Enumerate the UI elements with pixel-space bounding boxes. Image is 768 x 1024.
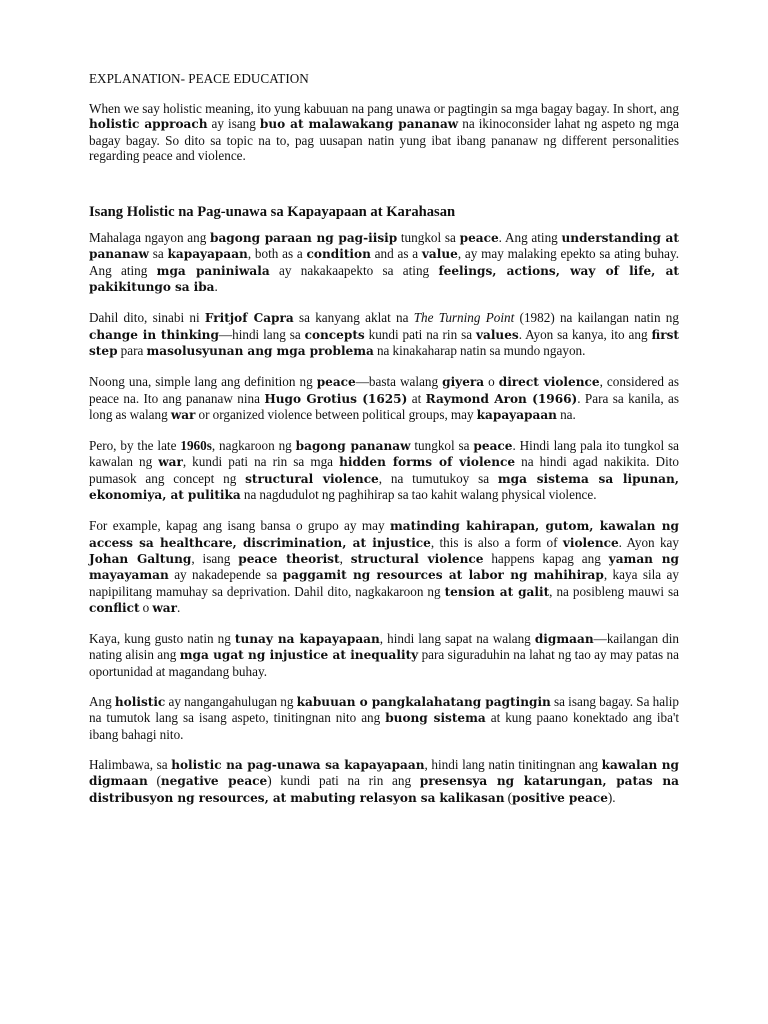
text-run: ay nangangahulugan ng (165, 694, 297, 710)
bold-text-run: kabuuan o pangkalahatang pagtingin (296, 695, 551, 710)
bold-text-run: war (152, 600, 177, 615)
text-run: —hindi lang sa (218, 326, 305, 342)
bold-text-run: tunay na kapayapaan (234, 632, 380, 647)
text-run: , this is also a form of (430, 534, 563, 550)
bold-text-run: structural violence (350, 551, 484, 566)
text-run: kundi pati na rin sa (364, 326, 476, 342)
bold-text-run: peace theorist (238, 551, 340, 566)
text-run: Kaya, kung gusto natin ng (89, 631, 235, 647)
text-run: o (484, 374, 499, 390)
text-run: Ang (89, 694, 115, 710)
bold-text-run: holistic na pag-unawa sa kapayapaan (171, 757, 425, 772)
text-run: , (339, 550, 351, 566)
text-run: happens kapag ang (483, 550, 609, 566)
bold-text-run: positive peace (512, 790, 608, 805)
text-run: . (176, 599, 181, 615)
text-run: , isang (191, 550, 239, 566)
text-run: tungkol sa (397, 230, 460, 246)
text-run: sa kanyang aklat na (293, 310, 414, 326)
bold-text-run: violence (562, 535, 619, 550)
text-run: sa isang bagay. Sa halip na tumutok lang sa isang aspeto, tinitingnan nito ang (89, 694, 679, 726)
paragraph-4 (89, 438, 679, 503)
text-run: Pero, by the late (89, 438, 181, 454)
text-run: Halimbawa, sa (89, 756, 172, 772)
bold-text-run: direct violence (498, 375, 600, 390)
text-run: tungkol sa (410, 438, 474, 454)
bold-text-run: concepts (304, 327, 365, 342)
bold-text-run: conflict (89, 600, 140, 615)
document-body (89, 71, 679, 821)
bold-text-run: peace (316, 375, 356, 390)
bold-text-run: kawalan ng digmaan (89, 757, 680, 789)
text-run: ay nakakaapekto sa ating (269, 262, 439, 278)
text-run: ay isang (207, 116, 260, 132)
text-run: at kung paano konektado ang iba't ibang bahagi nito. (89, 710, 679, 742)
text-run: para siguraduhin na lahat ng tao ay may patas na oportunidad at magandang buhay. (89, 647, 679, 679)
bold-text-run: Raymond Aron (1966) (425, 391, 578, 406)
text-run: at (407, 390, 426, 406)
bold-text-run: peace (473, 439, 513, 454)
text-run: , kaya sila ay napipilitang mamuhay sa deprivation. Dahil dito, nagkakaroon ng (89, 567, 679, 599)
paragraph-2 (89, 310, 679, 359)
bold-text-run: value (421, 247, 458, 262)
text-run: , na posibleng mauwi sa (549, 583, 679, 599)
text-run: —basta walang (355, 374, 443, 390)
text-run: o (139, 599, 153, 615)
bold-text-run: buong sistema (385, 711, 486, 726)
paragraph-1 (89, 230, 679, 295)
bold-text-run: presensya ng katarungan, patas na distribusyon ng resources, at mabuting relasyon sa kalikasan (89, 774, 679, 805)
text-run: para (117, 342, 147, 358)
text-run: Dahil dito, sinabi ni (89, 310, 205, 326)
bold-text-run: mga ugat ng injustice at inequality (179, 648, 419, 663)
text-run: , considered as peace na. Ito ang pananaw nina (89, 374, 679, 406)
bold-text-run: first step (89, 327, 679, 358)
paragraph-3 (89, 374, 679, 423)
section-title: Isang Holistic na Pag-unawa sa Kapayapaan at Karahasan (89, 204, 456, 221)
bold-text-run: understanding at pananaw (89, 231, 679, 262)
paragraph-6 (89, 631, 679, 679)
text-run: . Ayon kay (618, 534, 679, 550)
bold-text-run: kapayapaan (476, 407, 557, 422)
bold-text-run: giyera (442, 375, 485, 390)
bold-text-run: yaman ng mayayaman (89, 551, 679, 583)
italic-text-run: The Turning Point (413, 310, 515, 326)
text-run: , hindi lang natin tinitingnan ang (424, 756, 602, 772)
text-run: ). (607, 789, 616, 805)
text-run: and as a (370, 246, 422, 262)
paragraph-7 (89, 694, 679, 742)
bold-text-run: tension at galit (444, 584, 550, 599)
bold-text-run: holistic approach (89, 117, 208, 132)
text-run: na. (556, 406, 576, 422)
bold-text-run: peace (459, 231, 499, 246)
text-run: —kailangan din nating alisin ang (89, 631, 679, 663)
bold-text-run: 1960s (180, 438, 212, 454)
document-header: EXPLANATION- PEACE EDUCATION (89, 71, 309, 86)
text-run: sa (148, 246, 168, 262)
text-run: , na tumutukoy sa (378, 470, 498, 486)
text-run: ( (504, 789, 512, 805)
text-run: or organized violence between political groups, may (195, 406, 477, 422)
text-run: na kinakaharap natin sa mundo ngayon. (373, 342, 586, 358)
bold-text-run: mga paniniwala (156, 263, 270, 278)
bold-text-run: values (475, 327, 519, 342)
bold-text-run: structural violence (245, 471, 379, 486)
bold-text-run: hidden forms of violence (339, 455, 516, 470)
bold-text-run: masolusyunan ang mga problema (146, 343, 374, 358)
paragraph-8 (89, 757, 679, 806)
text-run: na ikinoconsider lahat ng aspeto ng mga bagay bagay. So dito sa topic na to, pag uusapan natin yung ibat ibang pananaw ng different personalities regarding peace and violence. (89, 116, 680, 163)
bold-text-run: Johan Galtung (89, 551, 192, 566)
text-run: ( (147, 773, 161, 789)
bold-text-run: kapayapaan (167, 247, 248, 262)
text-run: (1982) na kailangan natin ng (514, 310, 679, 326)
text-run: , both as a (247, 246, 307, 262)
text-run: When we say holistic meaning, ito yung kabuuan na pang unawa or pagtingin sa mga bagay bagay. In short, ang (89, 101, 679, 116)
bold-text-run: digmaan (534, 632, 594, 647)
bold-text-run: change in thinking (89, 327, 219, 342)
bold-text-run: matinding kahirapan, gutom, kawalan ng access sa healthcare, discrimination, at injustice (89, 519, 679, 550)
bold-text-run: mga sistema sa lipunan, ekonomiya, at pulitika (89, 471, 679, 503)
bold-text-run: buo at malawakang pananaw (259, 117, 459, 132)
bold-text-run: war (158, 455, 183, 470)
text-run: na hindi agad nakikita. Dito pumasok ang concept ng (89, 454, 679, 486)
bold-text-run: condition (306, 247, 371, 262)
text-run: . Hindi lang pala ito tungkol sa kawalan ng (89, 438, 679, 470)
text-run: For example, kapag ang isang bansa o grupo ay may (89, 518, 390, 534)
text-run: ) kundi pati na rin ang (267, 773, 420, 789)
bold-text-run: feelings, actions, way of life, at pakikitungo sa iba (89, 263, 680, 295)
text-run: , kundi pati na rin sa mga (182, 454, 340, 470)
text-run: na nagdudulot ng paghihirap sa tao kahit walang physical violence. (240, 487, 597, 503)
bold-text-run: bagong paraan ng pag-iisip (210, 231, 398, 246)
text-run: Noong una, simple lang ang definition ng (89, 374, 317, 390)
bold-text-run: holistic (114, 695, 166, 710)
text-run: , hindi lang sapat na walang (379, 631, 535, 647)
intro-paragraph (89, 101, 679, 163)
text-run: Mahalaga ngayon ang (89, 230, 211, 246)
text-run: , nagkaroon ng (211, 438, 296, 454)
text-run: . Ang ating (498, 230, 562, 246)
text-run: . (214, 279, 218, 295)
bold-text-run: paggamit ng resources at labor ng mahihirap (282, 568, 604, 583)
text-run: ay nakadepende sa (168, 567, 283, 583)
text-run: , ay may malaking epekto sa ating buhay. Ang ating (89, 246, 680, 278)
bold-text-run: Fritjof Capra (204, 311, 294, 326)
bold-text-run: war (170, 407, 196, 422)
paragraph-5 (89, 518, 679, 616)
bold-text-run: Hugo Grotius (1625) (264, 391, 408, 406)
text-run: . Ayon sa kanya, ito ang (518, 326, 652, 342)
text-run: . Para sa kanila, as long as walang (89, 390, 680, 422)
bold-text-run: bagong pananaw (295, 439, 411, 454)
bold-text-run: negative peace (160, 774, 268, 789)
